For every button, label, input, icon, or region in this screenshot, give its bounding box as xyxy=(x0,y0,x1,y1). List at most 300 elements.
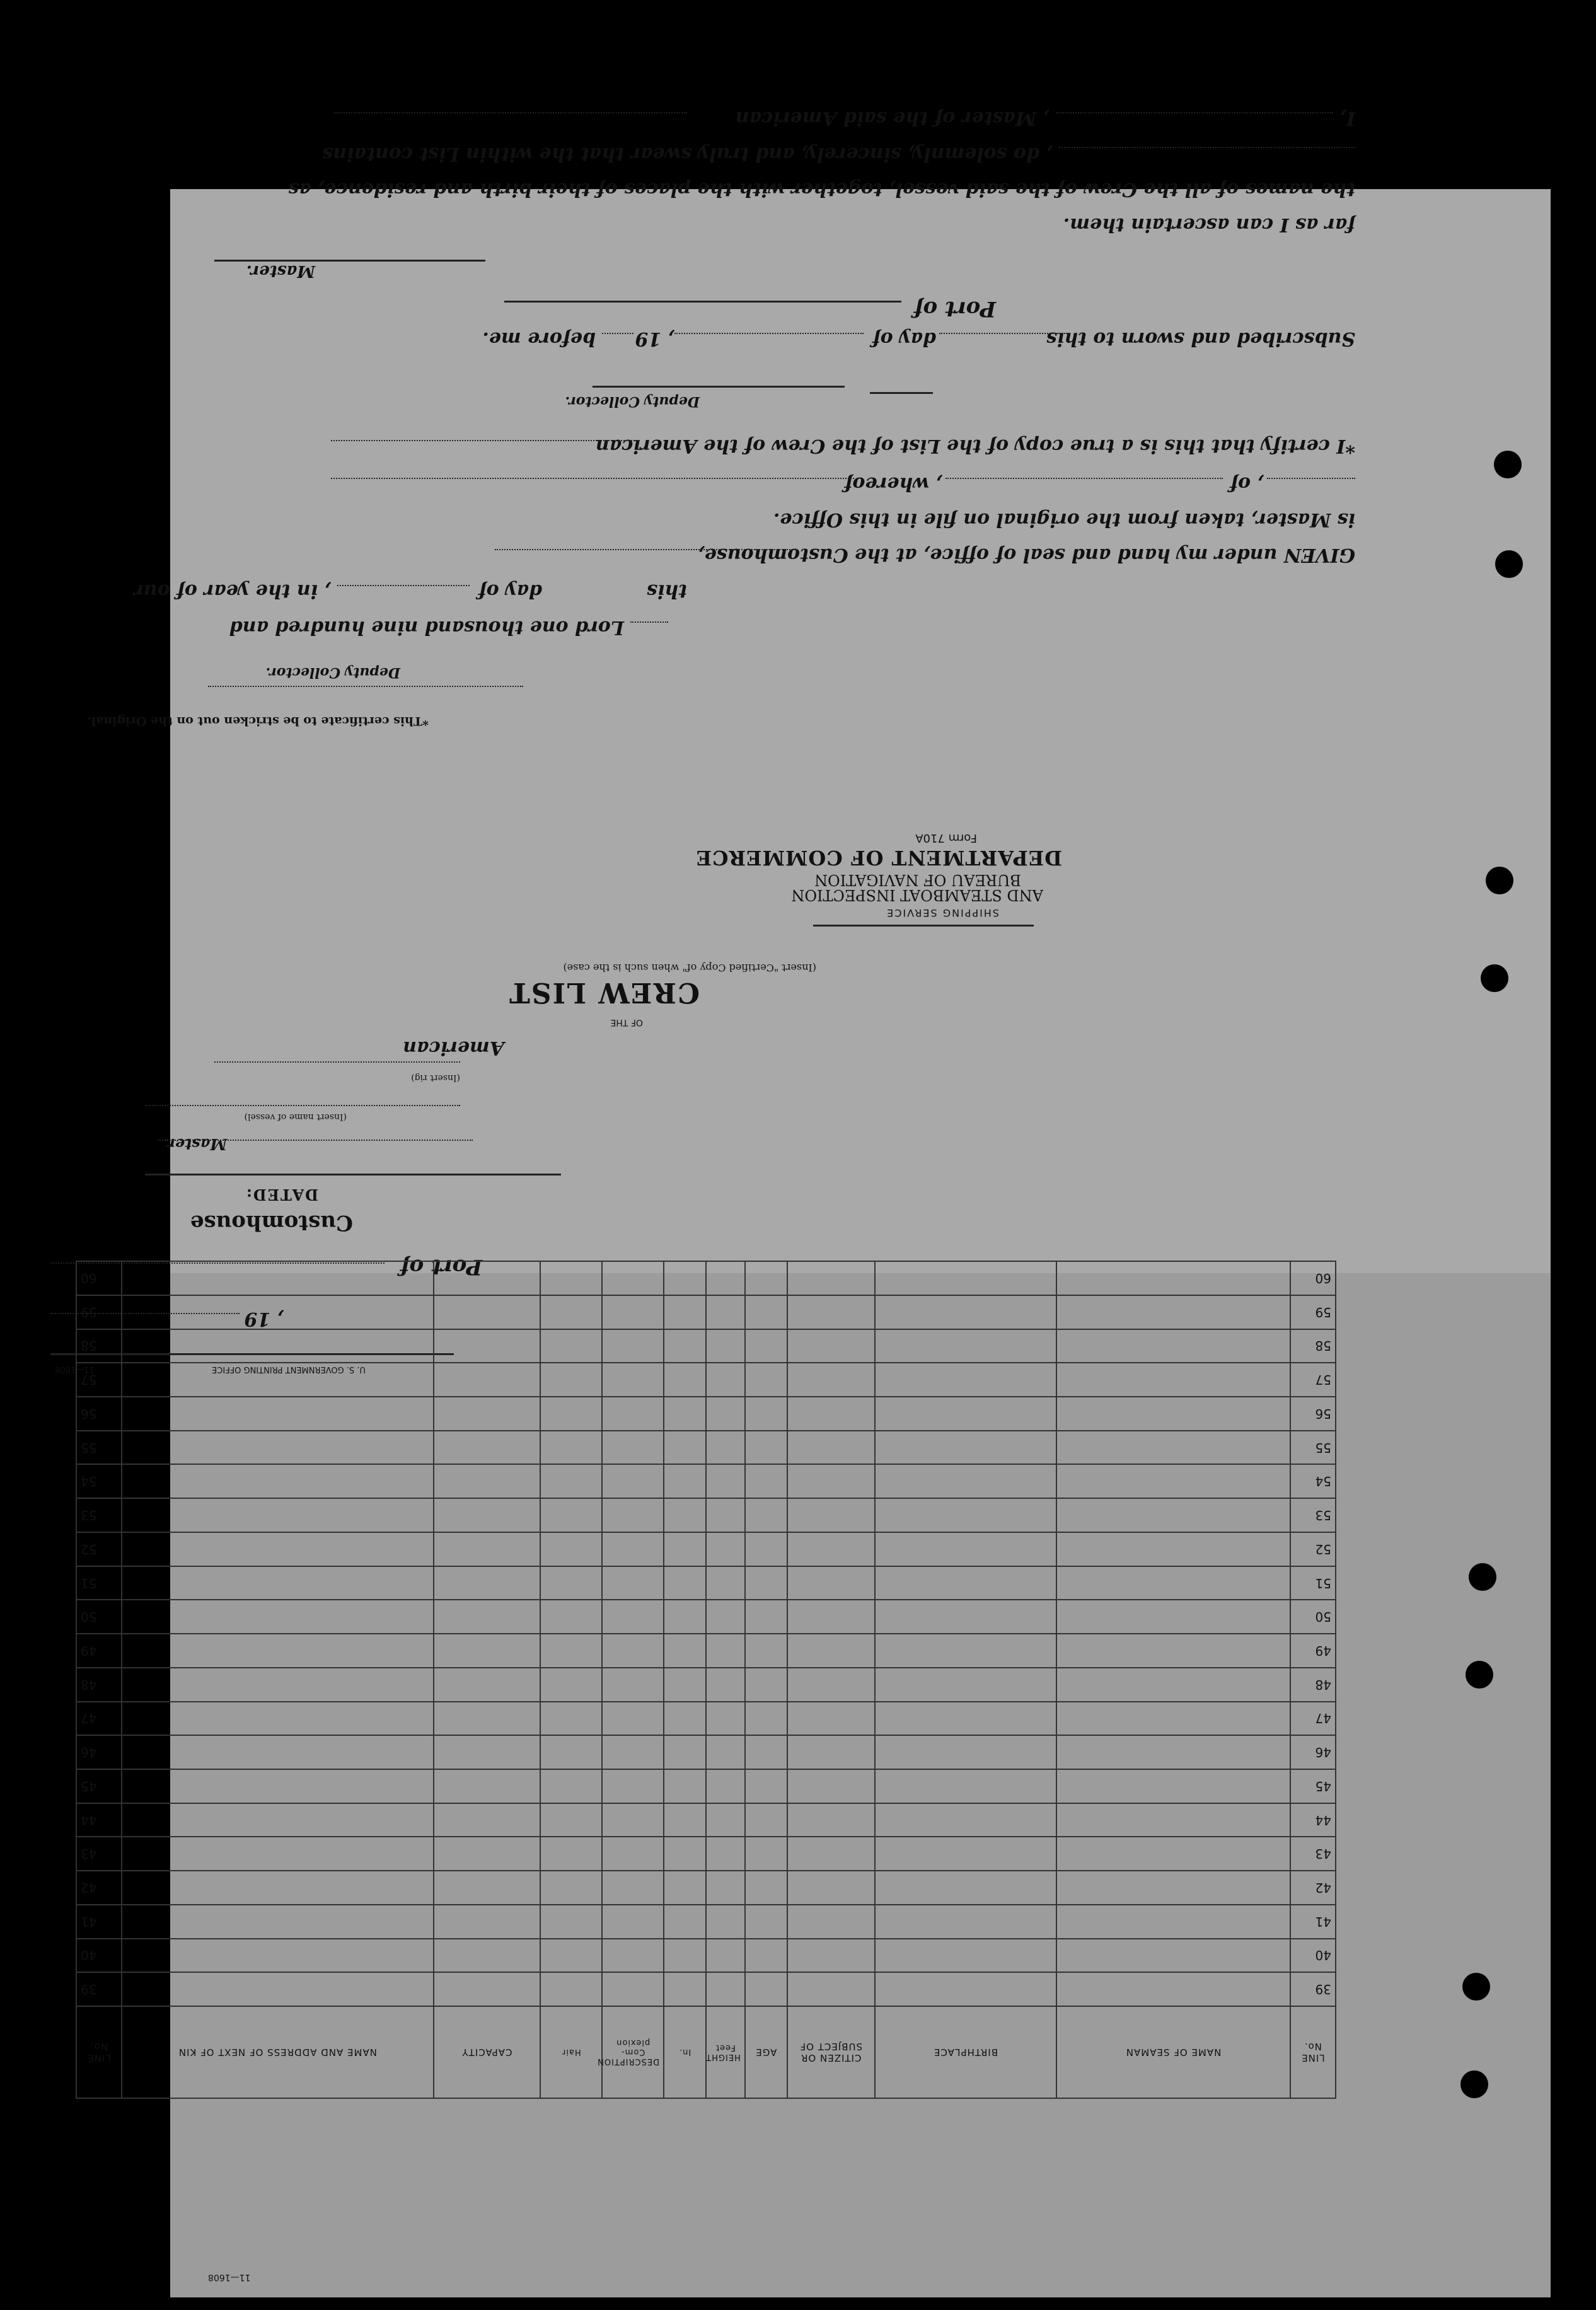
table-cell xyxy=(787,1939,875,1973)
table-cell xyxy=(664,1498,706,1532)
line-number-right: 43 xyxy=(76,1837,122,1871)
table-cell xyxy=(745,1566,787,1600)
punch-hole xyxy=(1495,550,1523,578)
table-cell xyxy=(434,1465,541,1499)
form-number: Form 710A xyxy=(915,831,977,845)
table-cell xyxy=(122,1363,433,1397)
table-cell xyxy=(1056,1532,1290,1566)
table-cell xyxy=(706,1837,745,1871)
line-number: 49 xyxy=(1290,1634,1336,1668)
certified-copy-note: (Insert "Certified Copy of" when such is the case) xyxy=(563,962,816,974)
line-number: 60 xyxy=(1290,1261,1336,1295)
line-number: 58 xyxy=(1290,1329,1336,1363)
table-cell xyxy=(706,1668,745,1702)
line-number: 45 xyxy=(1290,1769,1336,1803)
table-cell xyxy=(664,1363,706,1397)
table-cell xyxy=(706,1261,745,1295)
height-header: HEIGHT xyxy=(705,2052,741,2062)
table-row xyxy=(76,1465,1336,1499)
table-cell xyxy=(434,1498,541,1532)
line-number: 40 xyxy=(1290,1939,1336,1973)
line-number-right: 41 xyxy=(76,1905,122,1939)
table-cell xyxy=(434,1397,541,1431)
table-cell xyxy=(875,1498,1056,1532)
table-row xyxy=(76,1769,1336,1803)
oath-line1-prefix: I, xyxy=(1339,107,1355,129)
crew-table-panel xyxy=(76,1261,1336,2099)
table-cell xyxy=(745,1972,787,2006)
table-cell xyxy=(787,1566,875,1600)
cert-customhouse-blank xyxy=(495,549,797,550)
certificate-line4: GIVEN under my hand and seal of office, at the Customhouse, xyxy=(698,544,1355,566)
table-cell xyxy=(540,1769,602,1803)
table-cell xyxy=(875,1939,1056,1973)
table-cell xyxy=(745,1803,787,1837)
citizen-header: CITIZEN OR SUBJECT OF xyxy=(787,2006,875,2098)
table-cell xyxy=(875,1431,1056,1465)
table-cell xyxy=(122,1431,433,1465)
table-cell xyxy=(787,1972,875,2006)
table-cell xyxy=(664,1397,706,1431)
table-cell xyxy=(745,1871,787,1905)
table-row xyxy=(76,1397,1336,1431)
table-cell xyxy=(706,1735,745,1769)
table-cell xyxy=(706,1532,745,1566)
crew-table xyxy=(76,1261,1336,2099)
table-cell xyxy=(787,1837,875,1871)
table-cell xyxy=(664,1634,706,1668)
deputy-signature-line xyxy=(593,386,845,388)
line-number-right: 52 xyxy=(76,1532,122,1566)
oath-line1-suffix: , Master of the said American xyxy=(735,107,1050,129)
table-cell xyxy=(664,1600,706,1634)
table-cell xyxy=(787,1261,875,1295)
cover-port-of: Port of xyxy=(400,1254,482,1279)
table-cell xyxy=(664,1431,706,1465)
table-cell xyxy=(745,1261,787,1295)
table-cell xyxy=(706,1769,745,1803)
table-cell xyxy=(434,1803,541,1837)
table-cell xyxy=(706,1803,745,1837)
table-cell xyxy=(787,1905,875,1939)
table-cell xyxy=(875,1261,1056,1295)
table-cell xyxy=(602,1735,664,1769)
table-cell xyxy=(875,1668,1056,1702)
table-cell xyxy=(745,1532,787,1566)
table-cell xyxy=(602,1566,664,1600)
line-number-right: 58 xyxy=(76,1329,122,1363)
table-cell xyxy=(434,1837,541,1871)
table-cell xyxy=(745,1329,787,1363)
vessel-blank xyxy=(1059,147,1355,148)
line-number: 55 xyxy=(1290,1431,1336,1465)
table-cell xyxy=(787,1600,875,1634)
table-cell xyxy=(787,1397,875,1431)
day-blank xyxy=(939,333,1065,334)
table-cell xyxy=(434,1600,541,1634)
table-cell xyxy=(602,1634,664,1668)
table-cell xyxy=(706,1702,745,1736)
table-cell xyxy=(122,1939,433,1973)
table-cell xyxy=(602,1397,664,1431)
table-cell xyxy=(875,1837,1056,1871)
birthplace-header: BIRTHPLACE xyxy=(875,2006,1056,2098)
table-cell xyxy=(1056,1363,1290,1397)
table-cell xyxy=(706,1465,745,1499)
table-cell xyxy=(122,1634,433,1668)
table-cell xyxy=(602,1972,664,2006)
height-feet-header xyxy=(706,2006,745,2098)
certificate-line6: Lord one thousand nine hundred and xyxy=(229,616,624,638)
table-cell xyxy=(787,1329,875,1363)
table-cell xyxy=(602,1532,664,1566)
table-cell xyxy=(122,1803,433,1837)
table-cell xyxy=(540,1668,602,1702)
table-cell xyxy=(602,1702,664,1736)
line-number-right: 57 xyxy=(76,1363,122,1397)
table-cell xyxy=(745,1363,787,1397)
port-of-label: Port of xyxy=(913,296,996,321)
oath-line2: , do solemnly, sincerely, and truly swear that the within List contains xyxy=(322,143,1053,165)
table-row xyxy=(76,1566,1336,1600)
table-cell xyxy=(706,1295,745,1329)
table-cell xyxy=(602,1465,664,1499)
line-number-right: 49 xyxy=(76,1634,122,1668)
table-row xyxy=(76,1702,1336,1736)
bureau-name: BUREAU OF NAVIGATION xyxy=(814,871,1021,889)
insert-name-note: (Insert name of vessel) xyxy=(244,1112,347,1122)
table-cell xyxy=(745,1431,787,1465)
table-cell xyxy=(602,1363,664,1397)
table-cell xyxy=(122,1702,433,1736)
table-cell xyxy=(745,1939,787,1973)
table-cell xyxy=(1056,1939,1290,1973)
feet-header: Feet xyxy=(715,2043,736,2052)
table-row xyxy=(76,1295,1336,1329)
certificate-this: this xyxy=(647,580,687,602)
table-cell xyxy=(1056,1702,1290,1736)
table-cell xyxy=(706,1363,745,1397)
table-cell xyxy=(1056,1600,1290,1634)
table-cell xyxy=(1056,1634,1290,1668)
table-cell xyxy=(706,1600,745,1634)
table-cell xyxy=(875,1769,1056,1803)
table-cell xyxy=(540,1498,602,1532)
table-cell xyxy=(540,1871,602,1905)
table-cell xyxy=(706,1634,745,1668)
table-row xyxy=(76,1261,1336,1295)
line-number: 41 xyxy=(1290,1905,1336,1939)
table-cell xyxy=(706,1871,745,1905)
cover-master-label: Master. xyxy=(163,1135,227,1153)
table-row xyxy=(76,1431,1336,1465)
table-cell xyxy=(875,1972,1056,2006)
table-cell xyxy=(664,1465,706,1499)
table-cell xyxy=(664,1803,706,1837)
line-no-right-header: LINE No. xyxy=(76,2006,122,2098)
table-cell xyxy=(1056,1566,1290,1600)
table-cell xyxy=(122,1465,433,1499)
line-number: 59 xyxy=(1290,1295,1336,1329)
certificate-of: , of xyxy=(1230,473,1264,495)
complexion-header xyxy=(597,2006,664,2098)
table-cell xyxy=(664,1532,706,1566)
table-cell xyxy=(602,1295,664,1329)
insert-rig-note: (Insert rig) xyxy=(411,1073,460,1083)
cover-form-number: 11—1608 xyxy=(55,1365,95,1374)
table-row xyxy=(76,1600,1336,1634)
table-cell xyxy=(540,1972,602,2006)
table-cell xyxy=(540,1939,602,1973)
table-cell xyxy=(122,1329,433,1363)
table-cell xyxy=(1056,1803,1290,1837)
cert-vessel-blank-2 xyxy=(1267,478,1355,479)
department-name: DEPARTMENT OF COMMERCE xyxy=(695,846,1062,870)
height-inches-header xyxy=(664,2006,706,2098)
table-row xyxy=(76,1972,1336,2006)
age-header: AGE xyxy=(745,2006,787,2098)
table-cell xyxy=(540,1566,602,1600)
inches-header: In. xyxy=(678,2047,691,2057)
cert-master-blank xyxy=(331,478,854,479)
cover-master-line xyxy=(158,1140,473,1141)
punch-hole xyxy=(1486,867,1513,894)
table-cell xyxy=(875,1363,1056,1397)
table-cell xyxy=(540,1803,602,1837)
table-cell xyxy=(122,1769,433,1803)
table-form-number: 11—1608 xyxy=(208,2272,251,2282)
table-row xyxy=(76,1871,1336,1905)
line-number: 42 xyxy=(1290,1871,1336,1905)
oath-line3: the names of all the Crew of the said vessel, together with the places of their birth and residence, as xyxy=(288,178,1355,200)
table-cell xyxy=(745,1905,787,1939)
table-cell xyxy=(787,1465,875,1499)
table-cell xyxy=(875,1600,1056,1634)
table-cell xyxy=(434,1972,541,2006)
line-number-right: 40 xyxy=(76,1939,122,1973)
table-cell xyxy=(540,1532,602,1566)
table-cell xyxy=(875,1532,1056,1566)
table-cell xyxy=(1056,1905,1290,1939)
table-cell xyxy=(1056,1837,1290,1871)
port-blank xyxy=(504,301,901,303)
table-row xyxy=(76,1668,1336,1702)
before-me-text: before me. xyxy=(482,328,596,350)
table-cell xyxy=(122,1532,433,1566)
oath-line4: far as I can ascertain them. xyxy=(1063,214,1355,236)
table-cell xyxy=(540,1634,602,1668)
table-cell xyxy=(875,1702,1056,1736)
table-cell xyxy=(787,1295,875,1329)
line-number: 47 xyxy=(1290,1702,1336,1736)
vessel-name-blank xyxy=(334,112,687,113)
table-cell xyxy=(664,1329,706,1363)
line-number: 54 xyxy=(1290,1465,1336,1499)
table-cell xyxy=(434,1905,541,1939)
description-header: DESCRIPTION xyxy=(597,2057,660,2067)
complexion-label: Com- plexion xyxy=(616,2038,651,2057)
table-cell xyxy=(745,1837,787,1871)
table-cell xyxy=(787,1363,875,1397)
line-number: 53 xyxy=(1290,1498,1336,1532)
table-cell xyxy=(122,1837,433,1871)
year-blank xyxy=(602,333,633,334)
certificate-footnote: *This certificate to be stricken out on the Original. xyxy=(87,714,429,728)
table-row xyxy=(76,1532,1336,1566)
table-cell xyxy=(1056,1498,1290,1532)
table-cell xyxy=(745,1295,787,1329)
table-cell xyxy=(434,1295,541,1329)
table-cell xyxy=(602,1329,664,1363)
table-cell xyxy=(875,1465,1056,1499)
table-cell xyxy=(122,1397,433,1431)
table-cell xyxy=(745,1600,787,1634)
table-cell xyxy=(602,1261,664,1295)
table-cell xyxy=(706,1498,745,1532)
table-cell xyxy=(602,1837,664,1871)
table-cell xyxy=(602,1769,664,1803)
table-cell xyxy=(787,1769,875,1803)
certificate-day-of: day of xyxy=(478,580,542,602)
table-cell xyxy=(664,1871,706,1905)
table-cell xyxy=(875,1871,1056,1905)
day-of-text: day of xyxy=(872,328,936,350)
table-cell xyxy=(602,1498,664,1532)
table-cell xyxy=(434,1735,541,1769)
bureau-name-2: AND STEAMBOAT INSPECTION xyxy=(791,886,1043,904)
line-number-right: 48 xyxy=(76,1668,122,1702)
table-cell xyxy=(434,1261,541,1295)
customhouse-label: Customhouse xyxy=(190,1210,353,1235)
cert-port-blank xyxy=(945,478,1223,479)
certificate-whereof: , whereof xyxy=(844,473,942,495)
table-row xyxy=(76,1634,1336,1668)
line-number-right: 47 xyxy=(76,1702,122,1736)
punch-hole xyxy=(1462,1973,1490,2001)
table-cell xyxy=(706,1566,745,1600)
table-row xyxy=(76,1363,1336,1397)
table-cell xyxy=(602,1668,664,1702)
line-number-right: 44 xyxy=(76,1803,122,1837)
table-cell xyxy=(602,1871,664,1905)
table-cell xyxy=(434,1702,541,1736)
line-number-right: 46 xyxy=(76,1735,122,1769)
table-cell xyxy=(787,1668,875,1702)
table-cell xyxy=(706,1329,745,1363)
table-cell xyxy=(875,1329,1056,1363)
line-number-right: 39 xyxy=(76,1972,122,2006)
line-number: 44 xyxy=(1290,1803,1336,1837)
table-cell xyxy=(434,1871,541,1905)
table-cell xyxy=(875,1905,1056,1939)
table-cell xyxy=(745,1498,787,1532)
printer-imprint: U. S. GOVERNMENT PRINTING OFFICE xyxy=(212,1365,366,1374)
table-cell xyxy=(745,1634,787,1668)
table-cell xyxy=(540,1363,602,1397)
table-cell xyxy=(664,1735,706,1769)
line-number-right: 54 xyxy=(76,1465,122,1499)
table-cell xyxy=(122,1498,433,1532)
line-number: 57 xyxy=(1290,1363,1336,1397)
table-cell xyxy=(540,1600,602,1634)
table-cell xyxy=(122,1871,433,1905)
shipping-service: SHIPPING SERVICE xyxy=(886,907,999,919)
table-cell xyxy=(875,1566,1056,1600)
table-cell xyxy=(540,1837,602,1871)
table-cell xyxy=(1056,1735,1290,1769)
table-cell xyxy=(540,1702,602,1736)
table-cell xyxy=(1056,1261,1290,1295)
table-cell xyxy=(1056,1769,1290,1803)
table-cell xyxy=(122,1295,433,1329)
table-cell xyxy=(1056,1397,1290,1431)
table-cell xyxy=(434,1939,541,1973)
table-cell xyxy=(745,1668,787,1702)
dated-label: DATED: xyxy=(245,1186,318,1204)
year-text: , 19 xyxy=(635,328,674,350)
table-cell xyxy=(122,1261,433,1295)
table-cell xyxy=(787,1702,875,1736)
of-the-label: OF THE xyxy=(610,1017,643,1027)
table-cell xyxy=(787,1431,875,1465)
table-cell xyxy=(602,1803,664,1837)
table-cell xyxy=(602,1600,664,1634)
table-cell xyxy=(1056,1431,1290,1465)
table-cell xyxy=(1056,1465,1290,1499)
table-cell xyxy=(122,1600,433,1634)
table-cell xyxy=(875,1735,1056,1769)
table-cell xyxy=(664,1668,706,1702)
cert-deputy-signature-line xyxy=(208,686,523,687)
table-cell xyxy=(122,1905,433,1939)
oath-deputy-collector: Deputy Collector. xyxy=(565,393,700,410)
table-cell xyxy=(434,1634,541,1668)
table-cell xyxy=(664,1905,706,1939)
table-cell xyxy=(664,1939,706,1973)
next-of-kin-header: NAME AND ADDRESS OF NEXT OF KIN xyxy=(122,2006,433,2098)
table-cell xyxy=(122,1668,433,1702)
vessel-name-line xyxy=(145,1105,460,1106)
table-cell xyxy=(664,1972,706,2006)
table-cell xyxy=(664,1295,706,1329)
line-number-right: 51 xyxy=(76,1566,122,1600)
line-number: 39 xyxy=(1290,1972,1336,2006)
table-row xyxy=(76,1803,1336,1837)
cert-year-blank xyxy=(630,621,668,623)
table-cell xyxy=(664,1566,706,1600)
certificate-year: , in the year of our xyxy=(134,580,331,602)
table-row xyxy=(76,1939,1336,1973)
table-cell xyxy=(787,1634,875,1668)
table-cell xyxy=(434,1532,541,1566)
table-cell xyxy=(787,1803,875,1837)
punch-hole xyxy=(1481,964,1508,992)
table-cell xyxy=(540,1431,602,1465)
cert-month-blank xyxy=(337,585,470,586)
table-cell xyxy=(664,1702,706,1736)
table-cell xyxy=(745,1397,787,1431)
table-cell xyxy=(602,1905,664,1939)
table-cell xyxy=(875,1803,1056,1837)
american-label: American xyxy=(403,1037,504,1059)
table-cell xyxy=(787,1532,875,1566)
table-cell xyxy=(1056,1668,1290,1702)
table-cell xyxy=(664,1837,706,1871)
certificate-line1: *I certify that this is a true copy of the List of the Crew of the American xyxy=(595,435,1355,457)
line-number: 43 xyxy=(1290,1837,1336,1871)
table-cell xyxy=(122,1735,433,1769)
line-number: 50 xyxy=(1290,1600,1336,1634)
